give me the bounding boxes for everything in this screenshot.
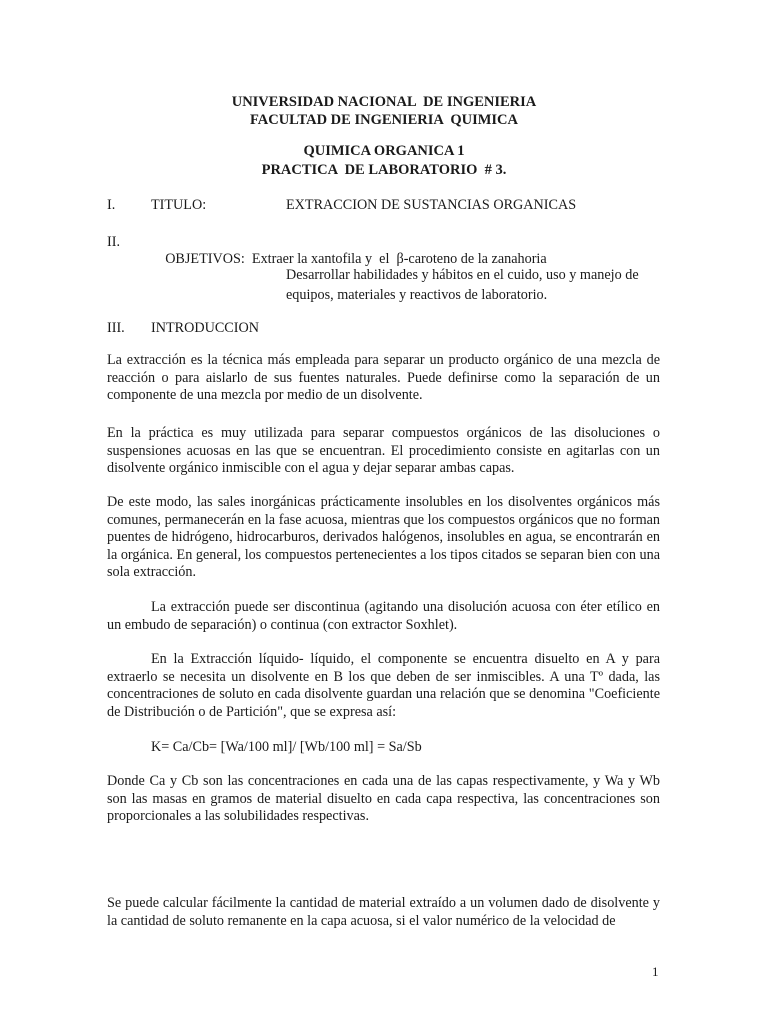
- section-number-objetivos: II.: [107, 234, 120, 250]
- course-title: QUIMICA ORGANICA 1: [303, 143, 465, 159]
- section-label-titulo: TITULO:: [151, 197, 207, 213]
- paragraph-2: En la práctica es muy utilizada para separar compuestos orgánicos de las disoluciones o suspensiones acuosas en las que se encuentran. El procedimiento consiste en agitarlas con un disolvente orgánico inmiscible con el agua y dejar separar ambas capas.: [107, 425, 660, 477]
- faculty-title: FACULTAD DE INGENIERIA QUIMICA: [249, 112, 519, 128]
- paragraph-1: La extracción es la técnica más empleada para separar un producto orgánico de una mezcla de reacción o para aislarlo de sus fuentes naturales. Puede definirse como la separación de un componente de una mezcla por medio de un disolvente.: [107, 352, 660, 404]
- paragraph-6: Donde Ca y Cb son las concentraciones en cada una de las capas respectivamente, y Wa y Wb son las masas en gramos de material disuelto en cada capa respectiva, las concentraciones son proporcionales a las solubilidades respectivas.: [107, 773, 660, 825]
- distribution-formula: K= Ca/Cb= [Wa/100 ml]/ [Wb/100 ml] = Sa/Sb: [151, 739, 422, 755]
- paragraph-7: Se puede calcular fácilmente la cantidad de material extraído a un volumen dado de disolvente y la cantidad de soluto remanente en la capa acuosa, si el valor numérico de la velocidad de: [107, 895, 660, 929]
- objetivo-first: Extraer la xantofila y el β-caroteno de la zanahoria: [251, 251, 547, 267]
- university-title: UNIVERSIDAD NACIONAL DE INGENIERIA: [231, 94, 537, 110]
- paragraph-3: De este modo, las sales inorgánicas prácticamente insolubles en los disolventes orgánicos más comunes, permanecerán en la fase acuosa, mientras que los compuestos orgánicos que no forman puentes de hidrógeno, hidrocarburos, derivados halógenos, insolubles en agua, se encontrarán en la orgánica. En general, los compuestos pertenecientes a los tipos citados se separan bien con una sola extracción.: [107, 494, 660, 581]
- paragraph-4: La extracción puede ser discontinua (agitando una disolución acuosa con éter etílico en un embudo de separación) o continua (con extractor Soxhlet).: [107, 599, 660, 633]
- objetivo-second: Desarrollar habilidades y hábitos en el cuido, uso y manejo de equipos, materiales y reactivos de laboratorio.: [286, 267, 639, 303]
- section-number-titulo: I.: [107, 197, 116, 213]
- practice-title: PRACTICA DE LABORATORIO # 3.: [261, 162, 507, 178]
- paragraph-5: En la Extracción líquido- líquido, el componente se encuentra disuelto en A y para extraerlo se necesita un disolvente en B los que deben de ser inmiscibles. A una Tº dada, las concentraciones de soluto en cada disolvente guardan una relación que se denomina "Coeficiente de Distribución o de Partición", que se expresa así:: [107, 651, 660, 720]
- section-number-introduccion: III.: [107, 320, 125, 336]
- page-number: 1: [652, 964, 659, 979]
- objetivos-label: OBJETIVOS:: [165, 251, 245, 267]
- section-value-titulo: EXTRACCION DE SUSTANCIAS ORGANICAS: [286, 197, 577, 213]
- section-label-introduccion: INTRODUCCION: [151, 320, 259, 336]
